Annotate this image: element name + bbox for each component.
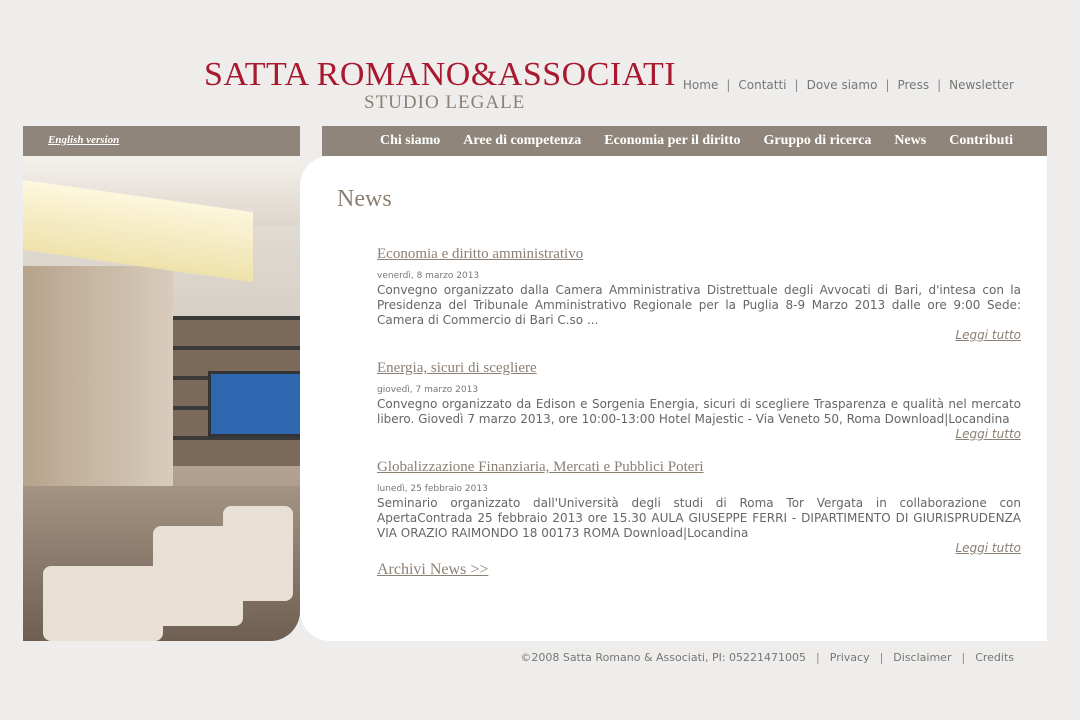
page-title: News bbox=[337, 186, 392, 212]
topnav-separator: | bbox=[794, 78, 799, 92]
main-navigation bbox=[357, 133, 1013, 149]
menu-chi-siamo[interactable]: Chi siamo bbox=[380, 133, 441, 148]
read-more-link[interactable]: Leggi tutto bbox=[955, 541, 1021, 555]
site-logo[interactable] bbox=[204, 58, 704, 114]
footer bbox=[520, 651, 1014, 664]
topnav-dove-siamo-link[interactable]: Dove siamo bbox=[806, 78, 878, 92]
footer-separator: | bbox=[961, 651, 966, 664]
logo-wordmark bbox=[204, 58, 704, 92]
topnav-press-link[interactable]: Press bbox=[897, 78, 930, 92]
photo-monitor bbox=[208, 371, 300, 437]
footer-copyright: ©2008 Satta Romano & Associati, PI: 05221471005 bbox=[520, 651, 807, 664]
archive-news-link[interactable]: Archivi News >> bbox=[377, 561, 489, 578]
top-navigation bbox=[683, 78, 1014, 92]
logo-subtitle: STUDIO LEGALE bbox=[364, 92, 526, 113]
menu-economia-per-il-diritto[interactable]: Economia per il diritto bbox=[604, 133, 741, 148]
english-version-link[interactable]: English version bbox=[48, 134, 120, 146]
topnav-home-link[interactable]: Home bbox=[682, 78, 719, 92]
news-date: giovedì, 7 marzo 2013 bbox=[377, 385, 479, 395]
news-title-link[interactable]: Energia, sicuri di scegliere bbox=[377, 360, 537, 376]
news-date: lunedì, 25 febbraio 2013 bbox=[377, 484, 488, 494]
menu-contributi[interactable]: Contributi bbox=[949, 133, 1013, 148]
news-body: Convegno organizzato dalla Camera Amministrativa Distrettuale degli Avvocati di Bari, d'intesa con la Presidenza del Tribunale Amministrativo Regionale per la Puglia 8-9 Marzo 2013 dalle ore 9:00 Sede: Camera di Commercio di Bari C.so ... bbox=[377, 283, 1021, 327]
logo-name-part2: ASSOCIATI bbox=[497, 56, 677, 93]
news-title-link[interactable]: Globalizzazione Finanziaria, Mercati e Pubblici Poteri bbox=[377, 459, 704, 475]
logo-ampersand: & bbox=[470, 56, 498, 93]
footer-privacy-link[interactable]: Privacy bbox=[829, 651, 870, 664]
photo-chair bbox=[223, 506, 293, 601]
topnav-contatti-link[interactable]: Contatti bbox=[738, 78, 787, 92]
news-item bbox=[377, 456, 1021, 556]
news-item bbox=[377, 357, 1021, 442]
topnav-separator: | bbox=[937, 78, 942, 92]
topnav-separator: | bbox=[885, 78, 890, 92]
topnav-newsletter-link[interactable]: Newsletter bbox=[949, 78, 1014, 92]
main-menu-band bbox=[23, 126, 1047, 156]
content-panel bbox=[300, 156, 1047, 641]
menu-gruppo-di-ricerca[interactable]: Gruppo di ricerca bbox=[763, 133, 872, 148]
news-date: venerdì, 8 marzo 2013 bbox=[377, 271, 480, 281]
menu-aree-di-competenza[interactable]: Aree di competenza bbox=[463, 133, 582, 148]
footer-separator: | bbox=[816, 651, 820, 664]
read-more-link[interactable]: Leggi tutto bbox=[955, 328, 1021, 342]
footer-credits-link[interactable]: Credits bbox=[975, 651, 1014, 664]
footer-separator: | bbox=[879, 651, 884, 664]
news-body: Convegno organizzato da Edison e Sorgenia Energia, sicuri di scegliere Trasparenza e qualità nel mercato libero. Giovedì 7 marzo 2013, ore 10:00-13:00 Hotel Majestic - Via Veneto 50, Roma Download|Locandina bbox=[377, 397, 1021, 426]
news-item bbox=[377, 243, 1021, 343]
read-more-link[interactable]: Leggi tutto bbox=[955, 427, 1021, 441]
photo-wall bbox=[23, 266, 173, 486]
topnav-separator: | bbox=[726, 78, 731, 92]
office-photo bbox=[23, 156, 300, 641]
news-body: Seminario organizzato dall'Università degli studi di Roma Tor Vergata in collaborazione con ApertaContrada 25 febbraio 2013 ore 15.30 AULA GIUSEPPE FERRI - DIPARTIMENTO DI GIURISPRUDENZA VIA ORAZIO RAIMONDO 18 00173 ROMA Download|Locandina bbox=[377, 496, 1021, 540]
footer-disclaimer-link[interactable]: Disclaimer bbox=[893, 651, 952, 664]
logo-name-part1: SATTA ROMANO bbox=[204, 56, 471, 93]
news-title-link[interactable]: Economia e diritto amministrativo bbox=[377, 246, 584, 262]
band-left-tab bbox=[23, 126, 300, 156]
band-notch bbox=[300, 126, 322, 156]
photo-chair bbox=[43, 566, 163, 641]
menu-news[interactable]: News bbox=[894, 133, 927, 148]
